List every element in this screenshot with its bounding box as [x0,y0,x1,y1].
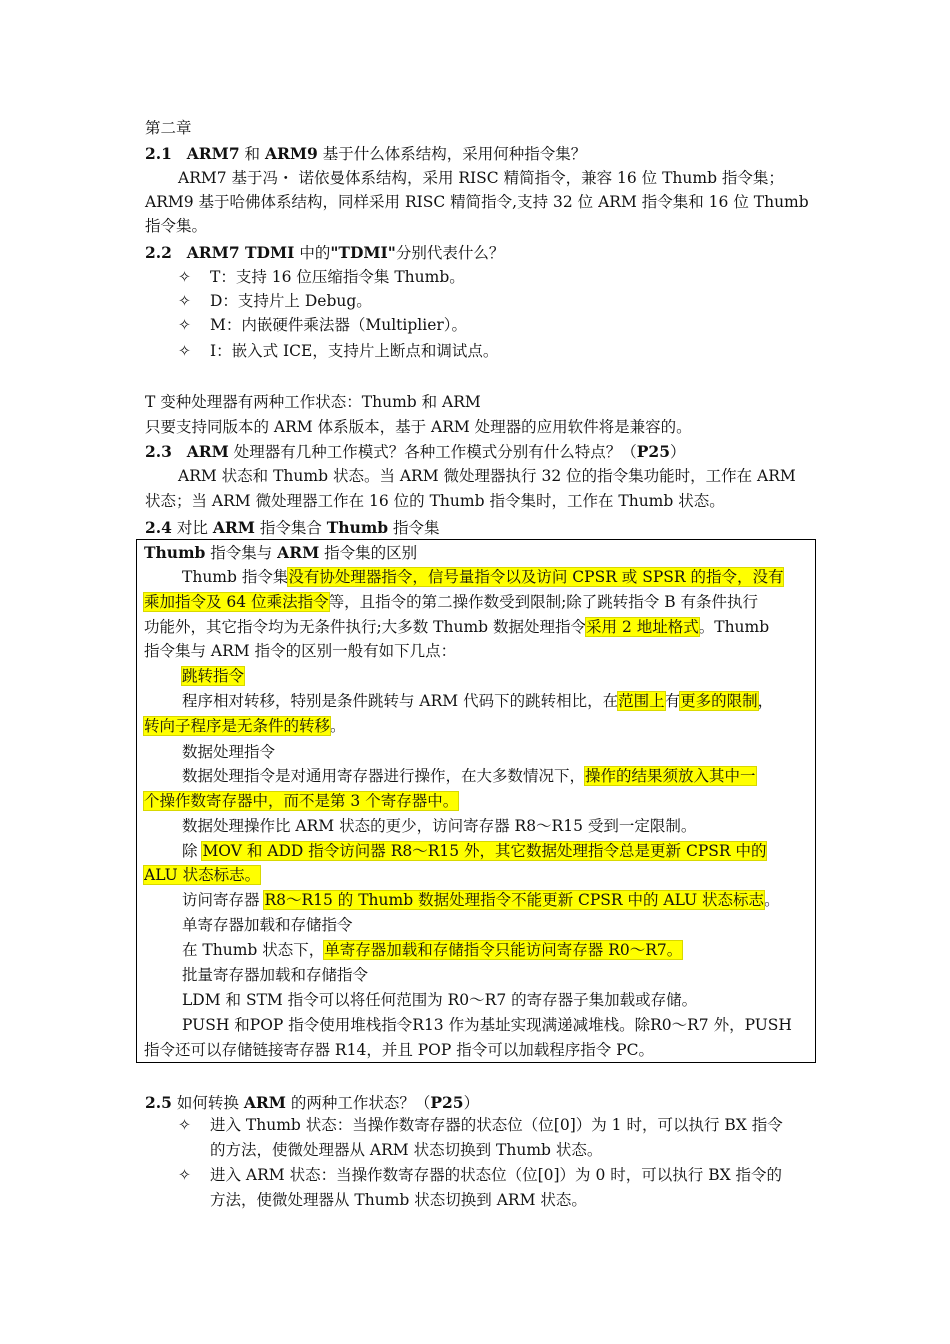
heading-text: 如何转换 [171,1094,244,1112]
question-2-5-heading [145,1092,479,1114]
heading-text: 指令集 [388,519,440,537]
question-2-2-heading [145,242,504,264]
box-paragraph-line [182,566,783,588]
bullet-text: 进入 ARM 状态：当操作数寄存器的状态位（位[0]）为 0 时，可以执行 BX 指令的 [210,1166,783,1184]
bullet-text: M：内嵌硬件乘法器（Multiplier）。 [210,316,468,334]
heading-text: 对比 [171,519,213,537]
text-run: 等，且指令的第二操作数受到限制;除了跳转指令 B 有条件执行 [328,593,759,611]
heading-term: P25 [430,1093,464,1112]
bullet-text: 进入 Thumb 状态：当操作数寄存器的状态位（位[0]）为 1 时，可以执行 BX 指令 [210,1116,783,1134]
box-paragraph-line: 指令还可以存储链接寄存器 R14，并且 POP 指令可以加载程序指令 PC。 [144,1041,654,1059]
highlighted-text: 操作的结果须放入其中一 [585,767,756,785]
heading-term: Thumb [326,518,389,537]
box-paragraph-line: LDM 和 STM 指令可以将任何范围为 R0～R7 的寄存器子集加载或存储。 [182,991,698,1009]
heading-text: 基于什么体系结构，采用何种指令集？ [317,145,587,163]
text-run: 数据处理指令是对通用寄存器进行操作，在大多数情况下， [182,767,586,785]
diamond-bullet-icon: ✧ [178,342,191,360]
bullet-item [178,1164,782,1186]
answer-2-3-line: ARM 状态和 Thumb 状态。当 ARM 微处理器执行 32 位的指令集功能时，工作在 ARM [178,467,796,485]
diamond-bullet-icon: ✧ [178,316,191,334]
highlighted-text: 范围上 [618,692,665,710]
question-number: 2.2 [145,243,172,262]
heading-text: 处理器有几种工作模式？各种工作模式分别有什么特点？（ [228,443,637,461]
chapter-title: 第二章 [145,119,192,137]
highlighted-text: ALU 状态标志。 [144,866,261,884]
note-line: T 变种处理器有两种工作状态：Thumb 和 ARM [145,393,481,411]
diamond-bullet-icon: ✧ [178,1166,191,1184]
bullet-item [178,1114,783,1136]
box-paragraph-line [182,840,766,862]
highlighted-text: 单寄存器加载和存储指令只能访问寄存器 R0～R7。 [324,941,683,959]
answer-2-3-line: 状态；当 ARM 微处理器工作在 16 位的 Thumb 指令集时，工作在 Thumb 状态。 [145,492,725,510]
question-2-1-heading [145,143,586,165]
highlighted-text: 采用 2 地址格式 [586,618,699,636]
bullet-text: T：支持 16 位压缩指令集 Thumb。 [210,268,465,286]
heading-text: 指令集的区别 [319,544,418,562]
question-number: 2.5 [145,1093,172,1112]
text-run: 访问寄存器 [182,891,265,909]
box-subheading: 批量寄存器加载和存储指令 [182,966,369,984]
heading-term: P25 [636,442,670,461]
bullet-continuation: 方法，使微处理器从 Thumb 状态切换到 ARM 状态。 [210,1191,587,1209]
diamond-bullet-icon: ✧ [178,292,191,310]
highlighted-text: 乘加指令及 64 位乘法指令 [144,593,329,611]
heading-term: ARM [212,518,255,537]
box-paragraph-line [144,864,260,886]
question-2-4-heading [145,517,440,539]
text-run: 除 [182,842,203,860]
bullet-item [178,290,372,312]
text-run: 程序相对转移，特别是条件跳转与 ARM 代码下的跳转相比，在 [182,692,619,710]
bullet-item [178,340,498,362]
box-subheading: 单寄存器加载和存储指令 [182,916,353,934]
box-subheading [182,665,244,687]
text-run: 在 Thumb 状态下， [182,941,325,959]
text-run: 。Thumb [698,618,770,636]
box-paragraph-line [144,715,346,737]
question-number: 2.3 [145,442,172,461]
heading-term: ARM [243,1093,286,1112]
heading-text: ） [463,1094,480,1112]
box-heading [144,542,417,564]
heading-text: 分别代表什么？ [395,244,505,262]
question-number: 2.4 [145,518,172,537]
heading-text: 中的 [294,244,331,262]
heading-term: ARM7 TDMI [186,243,295,262]
answer-2-1-line: ARM7 基于冯・ 诺依曼体系结构，采用 RISC 精简指令，兼容 16 位 Thumb 指令集； [178,169,784,187]
bullet-continuation: 的方法，使微处理器从 ARM 状态切换到 Thumb 状态。 [210,1141,603,1159]
text-run: Thumb 指令集 [182,568,289,586]
box-paragraph-line: 指令集与 ARM 指令的区别一般有如下几点： [144,642,457,660]
answer-2-1-line: ARM9 基于哈佛体系结构，同样采用 RISC 精简指令,支持 32 位 ARM 指令集和 16 位 Thumb [145,193,809,211]
highlighted-text: 更多的限制 [680,692,758,710]
highlighted-text: MOV 和 ADD 指令访问器 R8～R15 外，其它数据处理指令总是更新 CPSR 中的 [202,842,767,860]
text-run: 。 [330,717,346,735]
box-paragraph-line [144,616,769,638]
box-paragraph-line: 数据处理操作比 ARM 状态的更少，访问寄存器 R8～R15 受到一定限制。 [182,817,697,835]
box-paragraph-line [182,690,773,712]
heading-text: 指令集与 [205,544,278,562]
bullet-text: I：嵌入式 ICE，支持片上断点和调试点。 [210,342,499,360]
heading-term: ARM9 [264,144,318,163]
box-paragraph-line [182,889,780,911]
bullet-item [178,314,467,336]
highlighted-text: 跳转指令 [182,667,245,685]
answer-2-1-line: 指令集。 [145,217,208,235]
diamond-bullet-icon: ✧ [178,1116,191,1134]
box-paragraph-line [144,591,758,613]
bullet-item [178,266,465,288]
highlighted-text: R8～R15 的 Thumb 数据处理指令不能更新 CPSR 中的 ALU 状态标志 [264,891,765,909]
heading-term: ARM [186,442,229,461]
heading-term: "TDMI" [330,243,396,262]
box-paragraph-line [182,939,682,961]
heading-text: 和 [239,145,265,163]
diamond-bullet-icon: ✧ [178,268,191,286]
heading-term: Thumb [144,543,206,562]
heading-term: ARM [277,543,320,562]
heading-text: 的两种工作状态？（ [285,1094,431,1112]
note-line: 只要支持同版本的 ARM 体系版本，基于 ARM 处理器的应用软件将是兼容的。 [145,418,692,436]
text-run: ， [757,692,774,710]
text-run: 有 [664,692,681,710]
highlighted-text: 转向子程序是无条件的转移 [144,717,331,735]
text-run: 功能外，其它指令均为无条件执行;大多数 Thumb 数据处理指令 [144,618,587,636]
box-paragraph-line [182,765,756,787]
box-subheading: 数据处理指令 [182,743,276,761]
box-paragraph-line: PUSH 和POP 指令使用堆栈指令R13 作为基址实现满递减堆栈。除R0～R7 外，PUSH [182,1016,792,1034]
heading-text: 指令集合 [254,519,327,537]
box-paragraph-line [144,790,458,812]
bullet-text: D：支持片上 Debug。 [210,292,372,310]
heading-text: ） [670,443,686,461]
text-run: 。 [764,891,780,909]
question-number: 2.1 [145,144,172,163]
highlighted-text: 个操作数寄存器中，而不是第 3 个寄存器中。 [144,792,459,810]
highlighted-text: 没有协处理器指令，信号量指令以及访问 CPSR 或 SPSR 的指令，没有 [288,568,784,586]
heading-term: ARM7 [186,144,240,163]
question-2-3-heading [145,441,686,463]
